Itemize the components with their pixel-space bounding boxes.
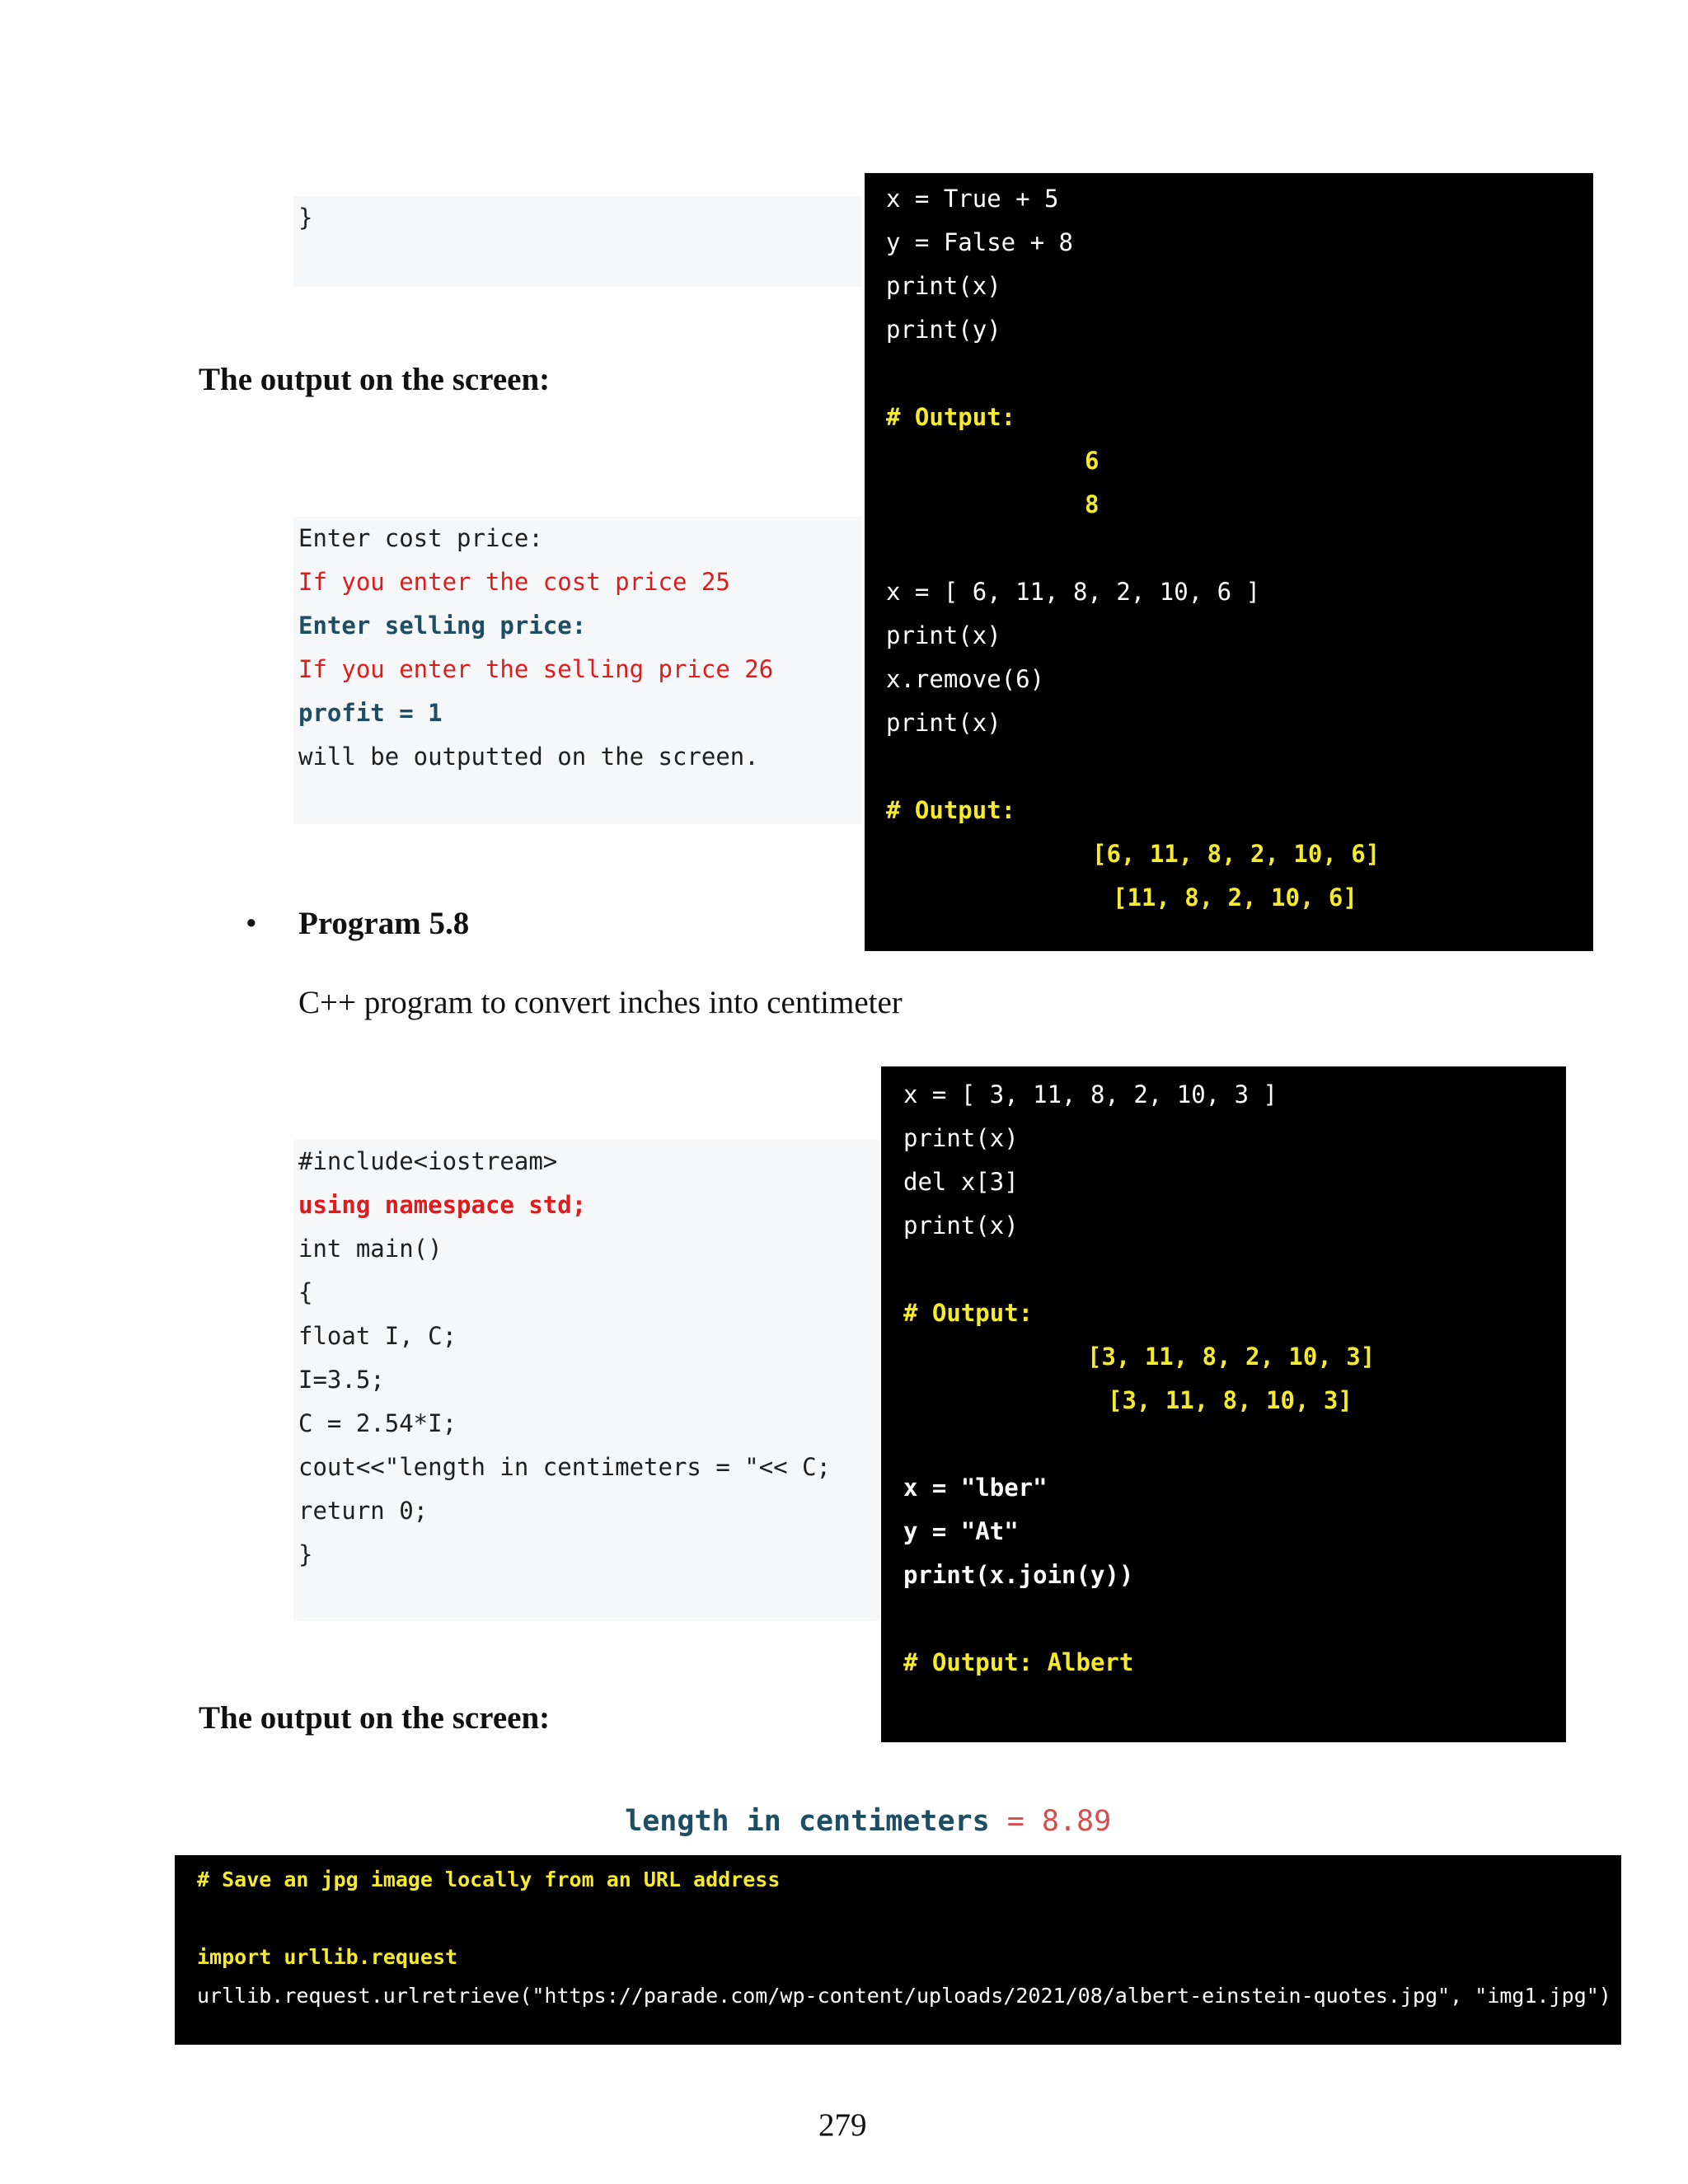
page-number: 279 — [818, 2107, 867, 2143]
output-line-2: If you enter the cost price 25 — [298, 568, 730, 596]
bb3-call-line: urllib.request.urlretrieve("https://parade.com/wp-content/uploads/2021/08/albert-einstein-quotes.jpg", "img1.jpg") — [197, 1984, 1611, 2008]
result-value: 8.89 — [1041, 1805, 1112, 1838]
bb1-code1-line-1: x = True + 5 — [886, 185, 1059, 213]
bb2-code2-line-2: y = "At" — [903, 1517, 1019, 1545]
bb1-code2-line-4: print(x) — [886, 709, 1001, 737]
python-code-box-1 — [865, 173, 1593, 951]
program-title: Program 5.8 — [298, 906, 470, 941]
bb2-output-label-2: # Output: Albert — [903, 1648, 1134, 1676]
cpp-line-8: cout<<"length in centimeters = "<< C; — [298, 1453, 832, 1481]
bb1-output-value-1: 6 — [1085, 447, 1100, 475]
bb1-code2-line-2: print(x) — [886, 621, 1001, 649]
bb2-code2-line-1: x = "lber" — [903, 1474, 1048, 1502]
result-label: length in centimeters — [625, 1805, 990, 1838]
bb3-comment: # Save an jpg image locally from an URL address — [197, 1868, 781, 1891]
output-line-3: Enter selling price: — [298, 612, 587, 640]
output-code-block — [293, 517, 862, 824]
bb1-code2-line-1: x = [ 6, 11, 8, 2, 10, 6 ] — [886, 578, 1260, 606]
bb2-code1-line-1: x = [ 3, 11, 8, 2, 10, 3 ] — [903, 1080, 1278, 1108]
cpp-code-block — [293, 1140, 880, 1621]
bb2-code1-line-3: del x[3] — [903, 1168, 1019, 1196]
cpp-line-3: int main() — [298, 1235, 443, 1263]
cpp-line-9: return 0; — [298, 1497, 429, 1525]
bb1-code1-line-3: print(x) — [886, 272, 1001, 300]
output-line-4: If you enter the selling price 26 — [298, 655, 774, 683]
top-code-block — [293, 196, 862, 287]
cpp-line-5: float I, C; — [298, 1322, 457, 1350]
bb1-output-label-2: # Output: — [886, 796, 1016, 824]
bb2-output-label-1: # Output: — [903, 1299, 1034, 1327]
program-description: C++ program to convert inches into centimeter — [298, 985, 903, 1020]
bb2-code2-line-3: print(x.join(y)) — [903, 1561, 1134, 1589]
output-heading-1: The output on the screen: — [199, 362, 551, 397]
bb2-output-value-2: [3, 11, 8, 10, 3] — [1108, 1386, 1353, 1414]
cpp-line-10: } — [298, 1540, 313, 1568]
output-heading-2: The output on the screen: — [199, 1700, 551, 1736]
result-line — [590, 1772, 1111, 1838]
output-line-5: profit = 1 — [298, 699, 443, 727]
program-bullet: • — [246, 906, 257, 941]
bb2-output-value-1: [3, 11, 8, 2, 10, 3] — [1087, 1343, 1376, 1371]
bb1-code1-line-2: y = False + 8 — [886, 228, 1073, 256]
cpp-line-4: { — [298, 1278, 313, 1306]
python-code-box-2 — [881, 1066, 1566, 1742]
output-line-6: will be outputted on the screen. — [298, 743, 759, 771]
cpp-line-1: #include<iostream> — [298, 1147, 558, 1175]
bb3-import-line: import urllib.request — [197, 1945, 458, 1969]
cpp-line-7: C = 2.54*I; — [298, 1409, 457, 1437]
output-line-1: Enter cost price: — [298, 524, 543, 552]
bb1-output-label-1: # Output: — [886, 403, 1016, 431]
bb2-code1-line-4: print(x) — [903, 1212, 1019, 1240]
result-equals: = — [1006, 1805, 1025, 1838]
bb1-code2-line-3: x.remove(6) — [886, 665, 1045, 693]
bb2-code1-line-2: print(x) — [903, 1124, 1019, 1152]
bb1-code1-line-4: print(y) — [886, 316, 1001, 344]
closing-brace: } — [298, 204, 313, 232]
bb1-output-value-3: [6, 11, 8, 2, 10, 6] — [1092, 840, 1381, 868]
cpp-line-6: I=3.5; — [298, 1366, 385, 1394]
cpp-line-2: using namespace std; — [298, 1191, 587, 1219]
bb1-output-value-2: 8 — [1085, 490, 1100, 518]
bb1-output-value-4: [11, 8, 2, 10, 6] — [1113, 883, 1357, 912]
python-code-box-3 — [175, 1855, 1621, 2045]
